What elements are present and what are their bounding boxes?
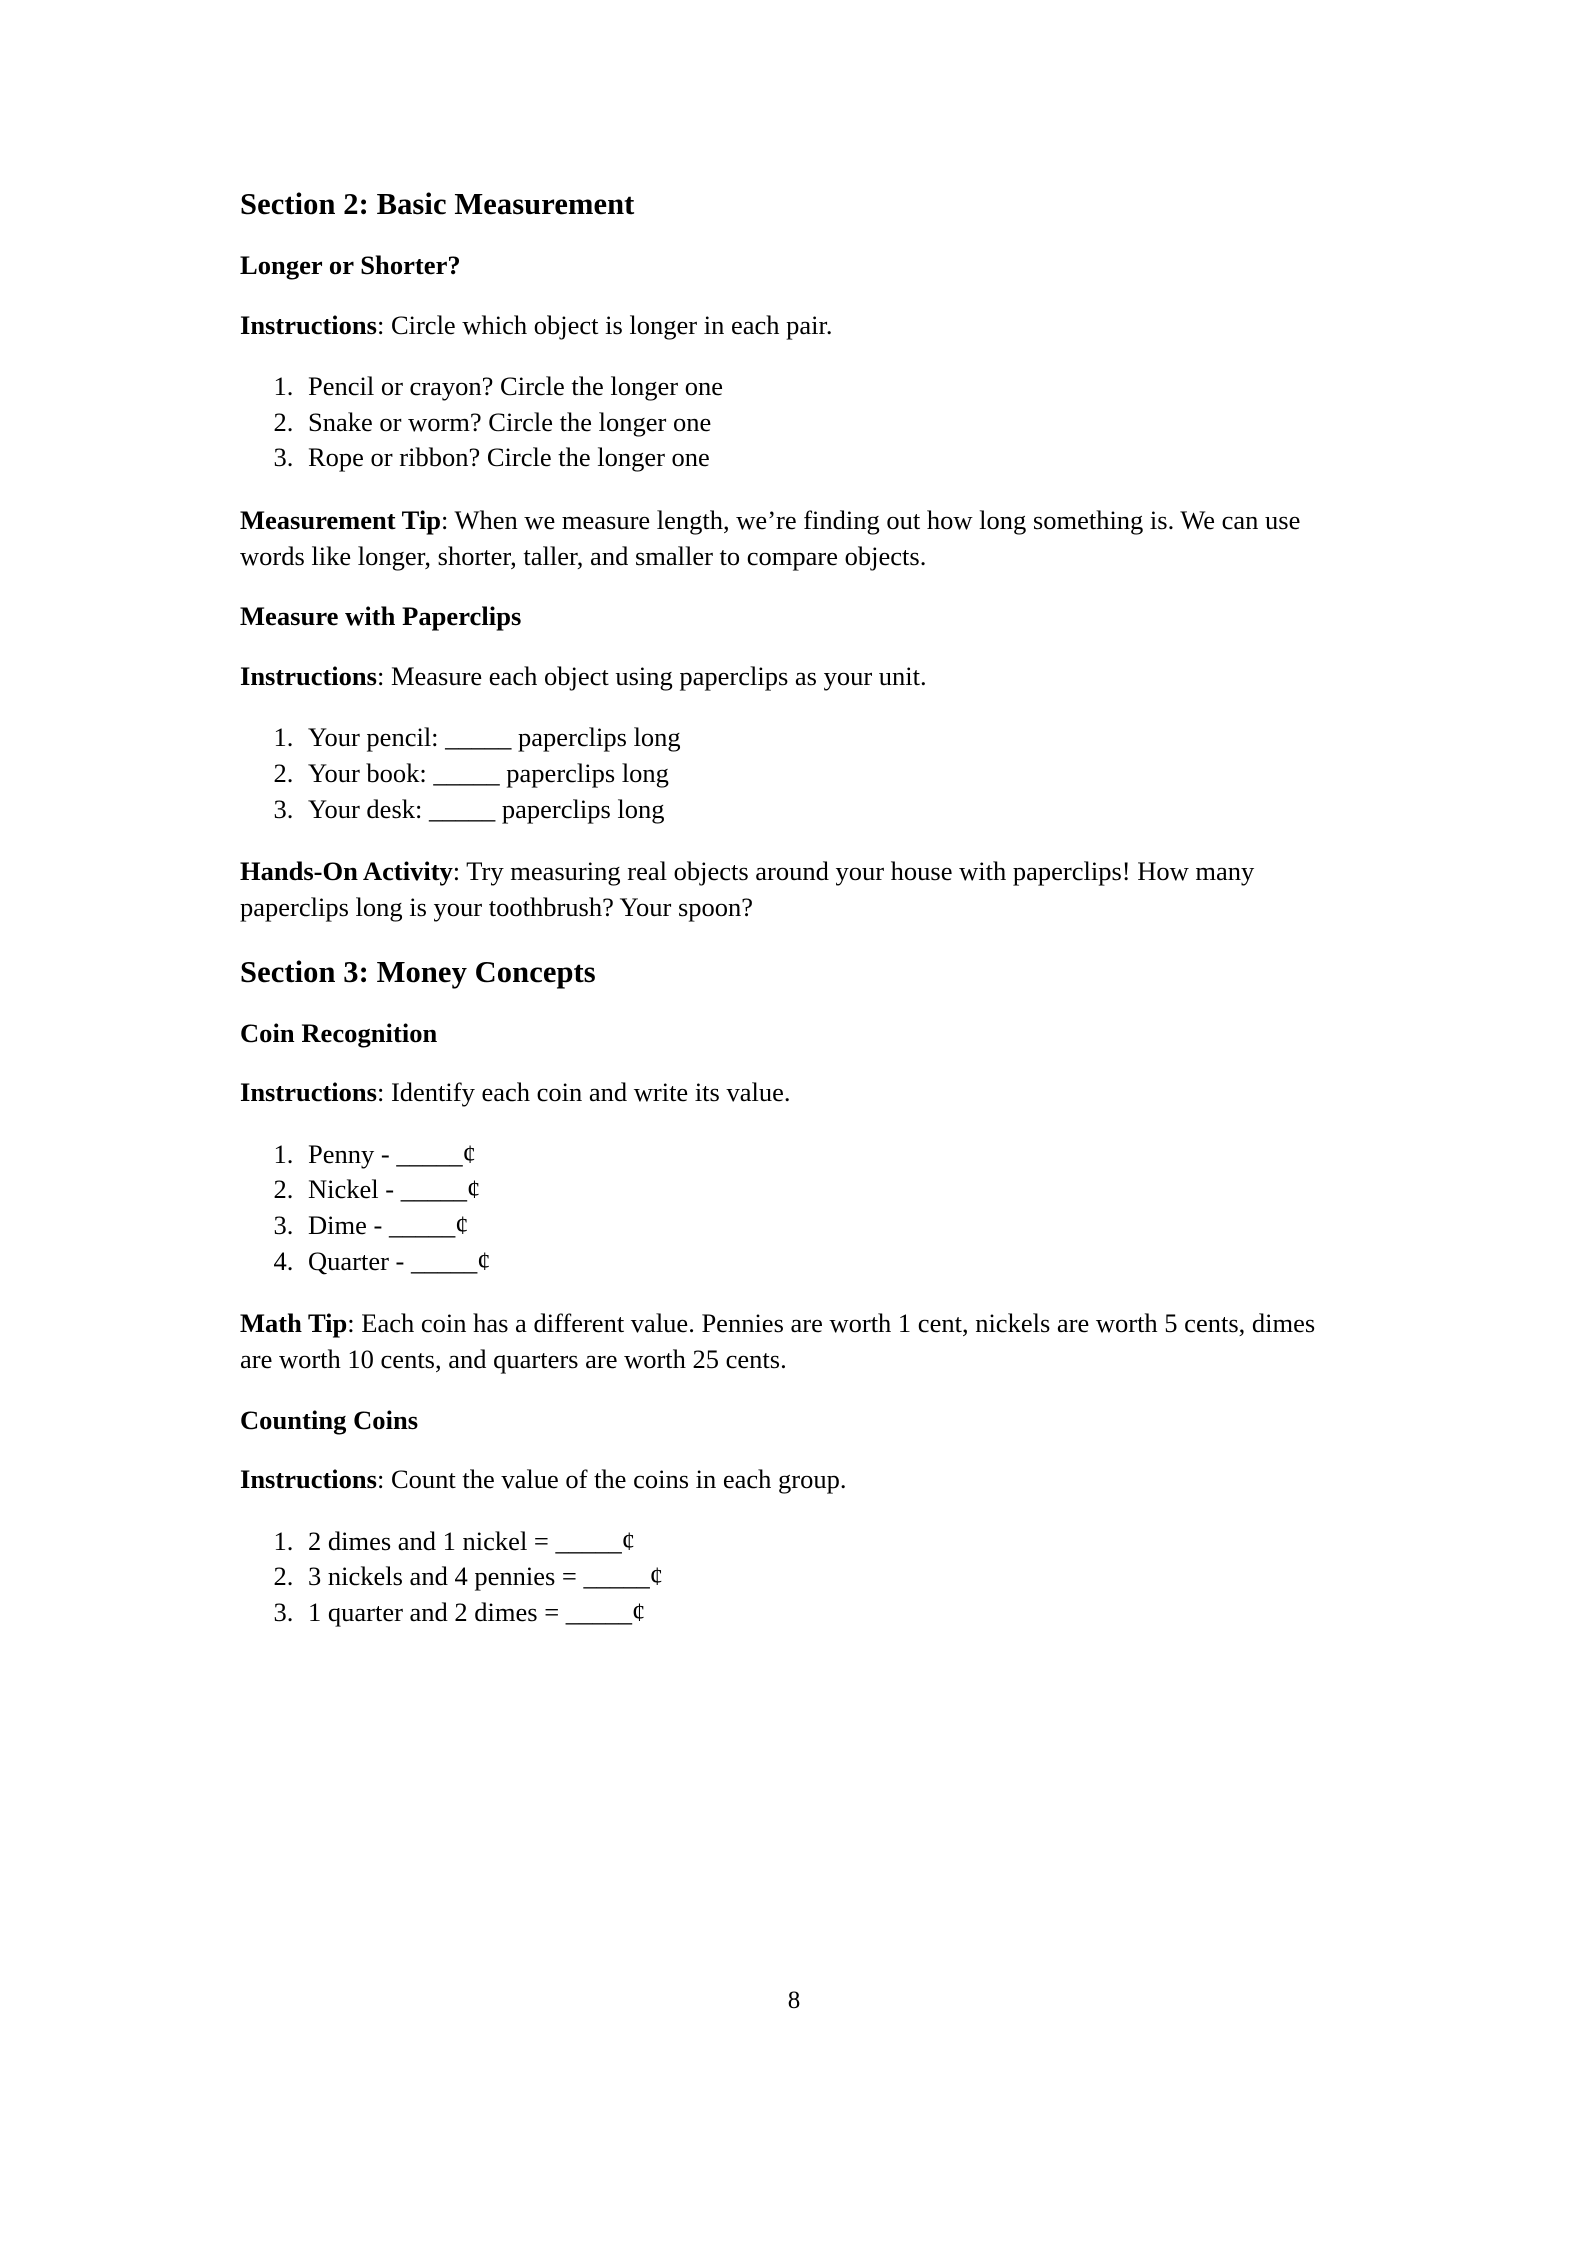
instructions-text: : Measure each object using paperclips as your unit.: [376, 660, 927, 691]
spacer: [240, 1279, 1348, 1306]
list-item: 3. Your desk: _____ paperclips long: [300, 792, 1348, 828]
instructions-counting-coins: [240, 1462, 1348, 1498]
list-item: 1. Pencil or crayon? Circle the longer one: [300, 369, 1348, 405]
spacer: [240, 223, 1348, 249]
subheading-counting-coins: Counting Coins: [240, 1404, 419, 1435]
list-item: 2. 3 nickels and 4 pennies = _____¢: [300, 1559, 1348, 1595]
spacer: [240, 1378, 1348, 1404]
math-tip-label: Math Tip: [240, 1308, 348, 1339]
list-item: 4. Quarter - _____¢: [300, 1244, 1348, 1280]
list-item: 3. Rope or ribbon? Circle the longer one: [300, 440, 1348, 476]
instructions-text: : Identify each coin and write its value.: [376, 1077, 791, 1108]
hands-on-activity: [240, 854, 1348, 925]
instructions-paperclips: [240, 659, 1348, 695]
spacer: [240, 991, 1348, 1017]
subheading-measure-with-paperclips: Measure with Paperclips: [240, 601, 522, 632]
measurement-tip: [240, 503, 1348, 574]
measurement-tip-label: Measurement Tip: [240, 505, 441, 536]
spacer: [240, 476, 1348, 503]
list-item: 1. Your pencil: _____ paperclips long: [300, 720, 1348, 756]
instructions-text: : Circle which object is longer in each pair.: [376, 309, 833, 340]
hands-on-activity-label: Hands-On Activity: [240, 856, 453, 887]
list-item: 2. Nickel - _____¢: [300, 1172, 1348, 1208]
page-number: 8: [787, 1987, 801, 2014]
spacer: [240, 1436, 1348, 1462]
math-tip: [240, 1306, 1348, 1377]
list-item: 2. Snake or worm? Circle the longer one: [300, 405, 1348, 441]
math-tip-text: : Each coin has a different value. Pennies are worth 1 cent, nickels are worth 5 cents, dimes are worth 10 cents, and quarters are worth 25 cents.: [240, 1308, 1316, 1374]
spacer: [240, 926, 1348, 954]
list-measure-with-paperclips: [240, 720, 1348, 827]
spacer: [240, 574, 1348, 600]
list-item: 1. 2 dimes and 1 nickel = _____¢: [300, 1524, 1348, 1560]
spacer: [240, 694, 1348, 720]
instructions-longer-or-shorter: [240, 308, 1348, 344]
spacer: [240, 343, 1348, 369]
page-content: [240, 186, 1348, 1630]
subheading-longer-or-shorter: Longer or Shorter?: [240, 250, 461, 281]
subheading-coin-recognition: Coin Recognition: [240, 1017, 438, 1048]
list-item: 3. 1 quarter and 2 dimes = _____¢: [300, 1595, 1348, 1631]
list-counting-coins: [240, 1524, 1348, 1631]
spacer: [240, 1498, 1348, 1524]
list-item: 3. Dime - _____¢: [300, 1208, 1348, 1244]
spacer: [240, 827, 1348, 854]
hands-on-activity-text: : Try measuring real objects around your house with paperclips! How many paperclips long is your toothbrush? Your spoon?: [240, 856, 1255, 922]
spacer: [240, 633, 1348, 659]
list-item: 1. Penny - _____¢: [300, 1137, 1348, 1173]
list-coin-recognition: [240, 1137, 1348, 1280]
instructions-label: Instructions: [240, 309, 377, 340]
list-longer-or-shorter: [240, 369, 1348, 476]
instructions-coin-recognition: [240, 1075, 1348, 1111]
section-3-heading: Section 3: Money Concepts: [240, 954, 596, 989]
measurement-tip-text: : When we measure length, we’re finding out how long something is. We can use words like longer, shorter, taller, and smaller to compare objects.: [240, 505, 1301, 571]
instructions-label: Instructions: [240, 1077, 377, 1108]
spacer: [240, 282, 1348, 308]
spacer: [240, 1049, 1348, 1075]
instructions-text: : Count the value of the coins in each group.: [376, 1463, 847, 1494]
spacer: [240, 1111, 1348, 1137]
section-2-heading: Section 2: Basic Measurement: [240, 187, 635, 221]
instructions-label: Instructions: [240, 660, 377, 691]
instructions-label: Instructions: [240, 1463, 377, 1494]
list-item: 2. Your book: _____ paperclips long: [300, 756, 1348, 792]
